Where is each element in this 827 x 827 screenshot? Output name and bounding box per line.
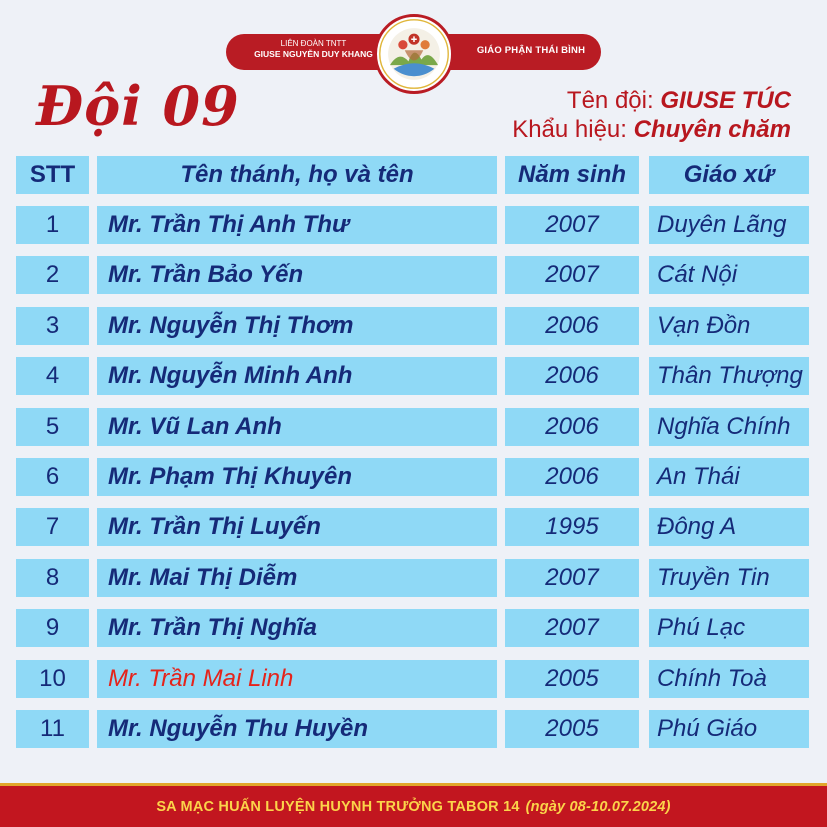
- row-member-name: Mr. Trần Thị Nghĩa: [97, 609, 497, 647]
- row-birth-year: 2006: [505, 408, 639, 446]
- row-member-name: Mr. Vũ Lan Anh: [97, 408, 497, 446]
- row-parish: Duyên Lãng: [649, 206, 809, 244]
- header-stt: STT: [16, 156, 89, 194]
- row-birth-year: 2007: [505, 206, 639, 244]
- federation-line2: GIUSE NGUYỄN DUY KHANG: [254, 49, 373, 59]
- row-stt: 8: [16, 559, 89, 597]
- header-parish: Giáo xứ: [649, 156, 809, 194]
- row-stt: 2: [16, 256, 89, 294]
- team-number-title: Đội 09: [36, 74, 240, 138]
- row-birth-year: 2007: [505, 609, 639, 647]
- row-member-name: Mr. Trần Thị Luyến: [97, 508, 497, 546]
- row-stt: 6: [16, 458, 89, 496]
- federation-line1: LIÊN ĐOÀN TNTT: [280, 39, 347, 48]
- row-stt: 5: [16, 408, 89, 446]
- team-name-line: [512, 86, 791, 115]
- diocese-name: GIÁO PHẬN THÁI BÌNH: [476, 45, 586, 56]
- row-member-name: Mr. Nguyễn Minh Anh: [97, 357, 497, 395]
- row-member-name: Mr. Trần Thị Anh Thư: [97, 206, 497, 244]
- team-motto-line: [512, 115, 791, 144]
- row-parish: Cát Nội: [649, 256, 809, 294]
- row-stt: 3: [16, 307, 89, 345]
- header-birth-year: Năm sinh: [505, 156, 639, 194]
- diocese-emblem-icon: [374, 14, 454, 94]
- row-parish: Chính Toà: [649, 660, 809, 698]
- row-stt: 9: [16, 609, 89, 647]
- row-parish: Vạn Đồn: [649, 307, 809, 345]
- row-parish: Đông A: [649, 508, 809, 546]
- team-motto-value: Chuyên chăm: [633, 116, 791, 143]
- row-birth-year: 2005: [505, 710, 639, 748]
- team-info: [512, 86, 791, 144]
- row-birth-year: 2007: [505, 256, 639, 294]
- row-stt: 7: [16, 508, 89, 546]
- row-birth-year: 2007: [505, 559, 639, 597]
- header-name: Tên thánh, họ và tên: [97, 156, 497, 194]
- row-parish: An Thái: [649, 458, 809, 496]
- row-birth-year: 2005: [505, 660, 639, 698]
- row-parish: Phú Lạc: [649, 609, 809, 647]
- row-parish: Phú Giáo: [649, 710, 809, 748]
- row-member-name: Mr. Trần Bảo Yến: [97, 256, 497, 294]
- footer-date: (ngày 08-10.07.2024): [525, 798, 671, 815]
- team-name-value: GIUSE TÚC: [660, 87, 791, 114]
- row-member-name: Mr. Nguyễn Thị Thơm: [97, 307, 497, 345]
- row-birth-year: 2006: [505, 307, 639, 345]
- footer-title: SA MẠC HUẤN LUYỆN HUYNH TRƯỞNG TABOR 14: [156, 798, 520, 815]
- row-stt: 1: [16, 206, 89, 244]
- row-birth-year: 2006: [505, 357, 639, 395]
- team-name-label: Tên đội:: [566, 87, 661, 114]
- row-member-name: Mr. Phạm Thị Khuyên: [97, 458, 497, 496]
- footer-banner: [0, 786, 827, 827]
- row-stt: 11: [16, 710, 89, 748]
- row-parish: Truyền Tin: [649, 559, 809, 597]
- row-member-name: Mr. Mai Thị Diễm: [97, 559, 497, 597]
- row-birth-year: 1995: [505, 508, 639, 546]
- row-parish: Thân Thượng: [649, 357, 809, 395]
- row-stt: 4: [16, 357, 89, 395]
- row-member-name: Mr. Nguyễn Thu Huyền: [97, 710, 497, 748]
- row-member-name: Mr. Trần Mai Linh: [97, 660, 497, 698]
- row-birth-year: 2006: [505, 458, 639, 496]
- team-motto-label: Khẩu hiệu:: [512, 116, 634, 143]
- row-parish: Nghĩa Chính: [649, 408, 809, 446]
- row-stt: 10: [16, 660, 89, 698]
